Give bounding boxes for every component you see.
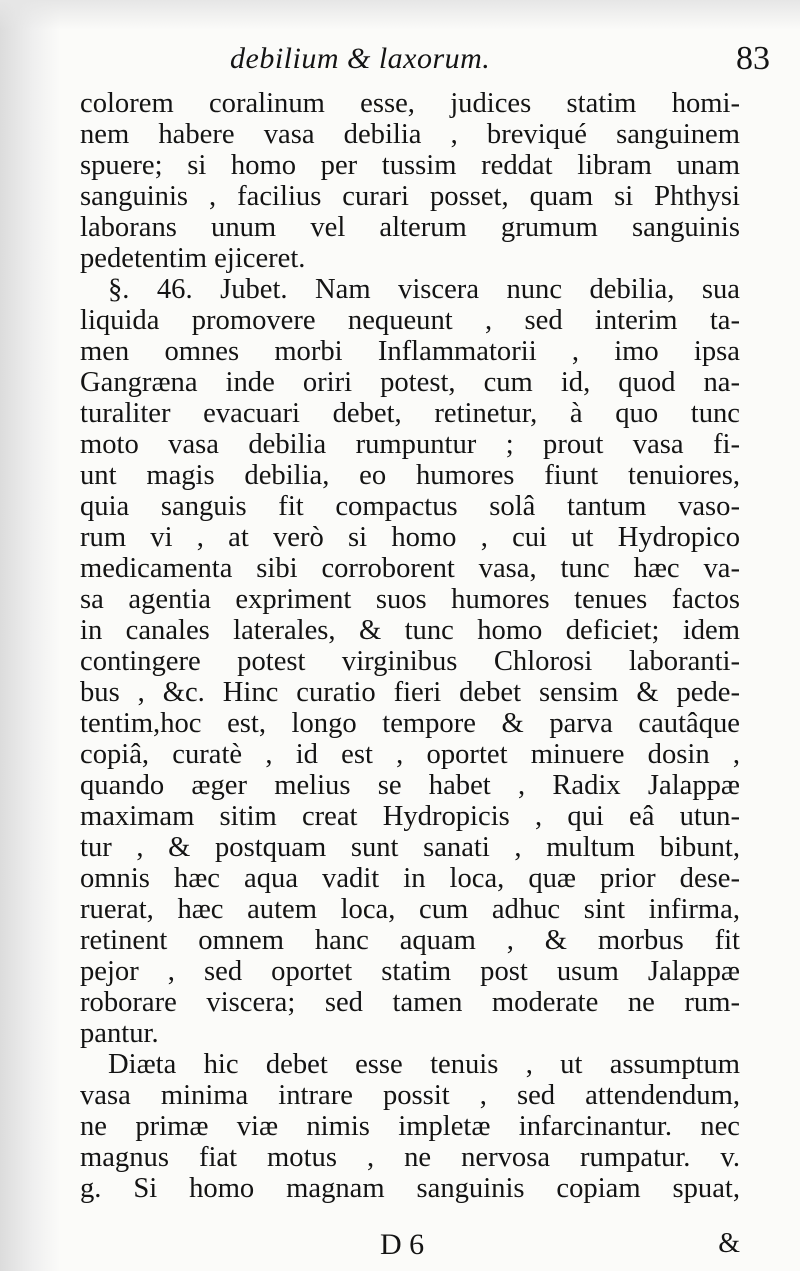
- text-line: bus , &c. Hinc curatio fieri debet sensim & pede-: [80, 677, 740, 708]
- text-line: sanguinis , facilius curari posset, quam si Phthysi: [80, 181, 740, 212]
- catchword: &: [718, 1228, 740, 1259]
- text-line: turaliter evacuari debet, retinetur, à quo tunc: [80, 398, 740, 429]
- text-line: sa agentia expriment suos humores tenues factos: [80, 584, 740, 615]
- text-line: tentim,hoc est, longo tempore & parva cautâque: [80, 708, 740, 739]
- text-line: in canales laterales, & tunc homo deficiet; idem: [80, 615, 740, 646]
- text-line: maximam sitim creat Hydropicis , qui eâ utun-: [80, 801, 740, 832]
- text-line: magnus fiat motus , ne nervosa rumpatur. v.: [80, 1142, 740, 1173]
- text-line: vasa minima intrare possit , sed attendendum,: [80, 1080, 740, 1111]
- text-line: copiâ, curatè , id est , oportet minuere dosin ,: [80, 739, 740, 770]
- text-line: rum vi , at verò si homo , cui ut Hydropico: [80, 522, 740, 553]
- body-text: [80, 88, 740, 1204]
- text-line: men omnes morbi Inflammatorii , imo ipsa: [80, 336, 740, 367]
- text-line: tur , & postquam sunt sanati , multum bibunt,: [80, 832, 740, 863]
- text-line: colorem coralinum esse, judices statim homi-: [80, 88, 740, 119]
- text-line: pantur.: [80, 1018, 159, 1049]
- text-line: spuere; si homo per tussim reddat libram unam: [80, 150, 740, 181]
- text-line: liquida promovere nequeunt , sed interim ta-: [80, 305, 740, 336]
- text-line: laborans unum vel alterum grumum sanguinis: [80, 212, 740, 243]
- text-line: ne primæ viæ nimis impletæ infarcinantur. nec: [80, 1111, 740, 1142]
- text-line: omnis hæc aqua vadit in loca, quæ prior dese-: [80, 863, 740, 894]
- text-line: pejor , sed oportet statim post usum Jalappæ: [80, 956, 740, 987]
- text-line: ruerat, hæc autem loca, cum adhuc sint infirma,: [80, 894, 740, 925]
- page-number: 83: [736, 40, 770, 77]
- text-line: roborare viscera; sed tamen moderate ne rum-: [80, 987, 740, 1018]
- text-line: g. Si homo magnam sanguinis copiam spuat,: [80, 1173, 740, 1204]
- text-line: contingere potest virginibus Chlorosi laboranti-: [80, 646, 740, 677]
- page-footer: [80, 1228, 740, 1268]
- text-line: nem habere vasa debilia , breviqué sanguinem: [80, 119, 740, 150]
- page-header: [80, 40, 770, 90]
- text-line: Gangræna inde oriri potest, cum id, quod na-: [80, 367, 740, 398]
- text-line: quia sanguis fit compactus solâ tantum vaso-: [80, 491, 740, 522]
- text-line: Diæta hic debet esse tenuis , ut assumptum: [108, 1049, 740, 1080]
- text-line: quando æger melius se habet , Radix Jalappæ: [80, 770, 740, 801]
- text-line: medicamenta sibi corroborent vasa, tunc hæc va-: [80, 553, 740, 584]
- page-top-shadow: [0, 0, 800, 30]
- text-line: unt magis debilia, eo humores fiunt tenuiores,: [80, 460, 740, 491]
- running-title: debilium & laxorum.: [230, 42, 491, 75]
- text-line: pedetentim ejiceret.: [80, 243, 306, 274]
- text-line: §. 46. Jubet. Nam viscera nunc debilia, sua: [108, 274, 740, 305]
- text-line: retinent omnem hanc aquam , & morbus fit: [80, 925, 740, 956]
- text-line: moto vasa debilia rumpuntur ; prout vasa fi-: [80, 429, 740, 460]
- page-edge-shadow: [0, 0, 60, 1271]
- signature-mark: D 6: [380, 1228, 425, 1261]
